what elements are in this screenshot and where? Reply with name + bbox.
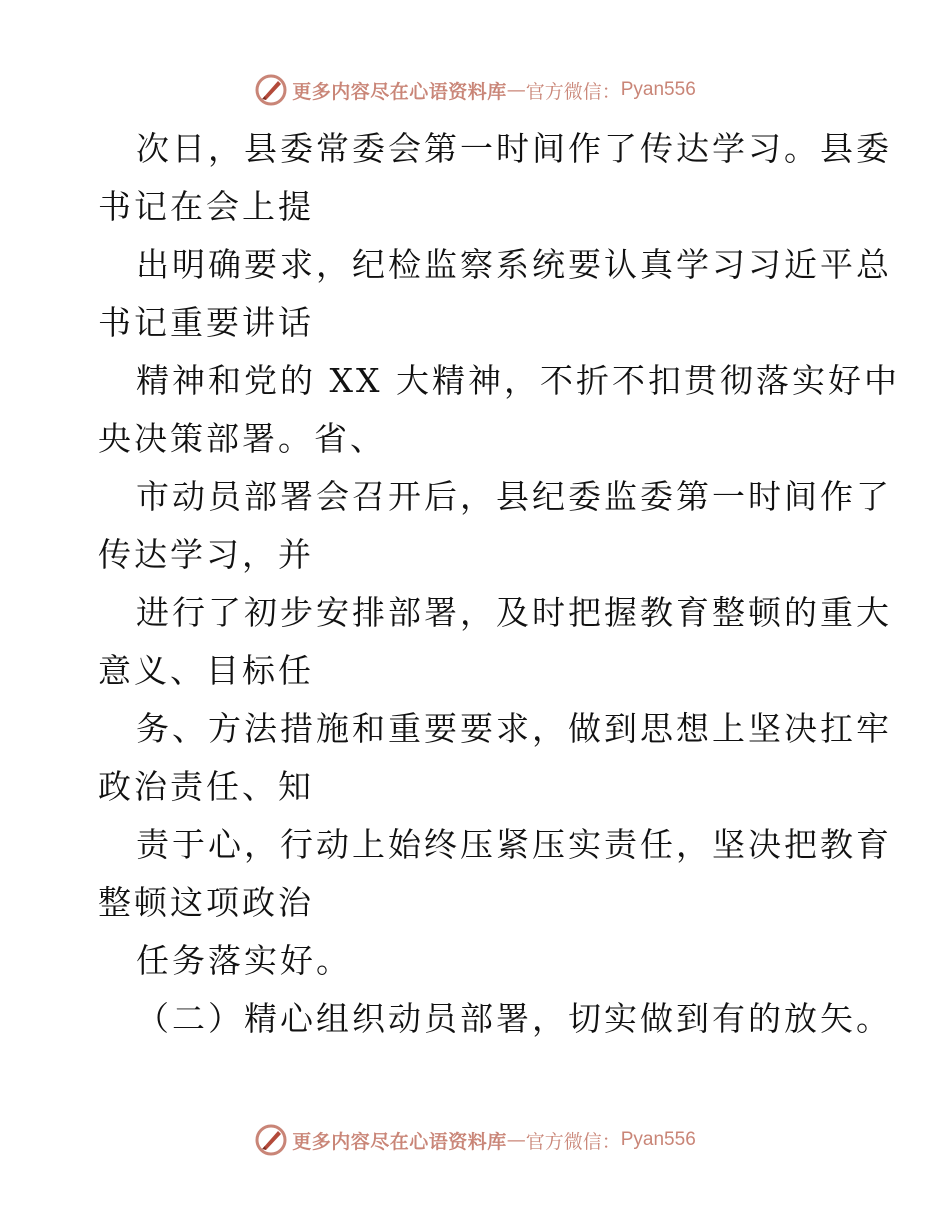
watermark-brand: 更多内容尽在心语资料库: [292, 1130, 507, 1153]
watermark-dash: —: [506, 1129, 526, 1151]
text-line: 央决策部署。省、: [98, 419, 386, 458]
text-line: 传达学习，并: [98, 535, 314, 574]
text-line: 整顿这项政治: [98, 883, 314, 922]
watermark-wechat-id: Pyan556: [620, 1129, 696, 1150]
quill-seal-logo-icon: [254, 1123, 288, 1157]
text-line: 意义、目标任: [98, 651, 314, 690]
text-line: 市动员部署会召开后，县纪委监委第一时间作了: [136, 477, 892, 516]
watermark-wechat-id: Pyan556: [620, 79, 696, 100]
text-line: 进行了初步安排部署，及时把握教育整顿的重大: [136, 593, 892, 632]
text-line: 次日，县委常委会第一时间作了传达学习。县委: [136, 129, 892, 168]
section-heading: （二）精心组织动员部署，切实做到有的放矢。: [136, 999, 892, 1038]
text-line: 任务落实好。: [136, 941, 352, 980]
text-line: 责于心，行动上始终压紧压实责任，坚决把教育: [136, 825, 892, 864]
text-line: 政治责任、知: [98, 767, 314, 806]
header-watermark: [0, 72, 950, 108]
text-line: 精神和党的 XX 大精神，不折不扣贯彻落实好中: [136, 361, 900, 400]
quill-seal-logo-icon: [254, 73, 288, 107]
text-line: 书记重要讲话: [98, 303, 314, 342]
watermark-label: 官方微信：: [525, 1130, 621, 1153]
footer-watermark: [0, 1122, 950, 1158]
document-body: [98, 120, 900, 1048]
watermark-label: 官方微信：: [525, 80, 621, 103]
text-line: 务、方法措施和重要要求，做到思想上坚决扛牢: [136, 709, 892, 748]
watermark-dash: —: [506, 79, 526, 101]
watermark-brand: 更多内容尽在心语资料库: [292, 80, 507, 103]
text-line: 书记在会上提: [98, 187, 314, 226]
text-line: 出明确要求，纪检监察系统要认真学习习近平总: [136, 245, 892, 284]
